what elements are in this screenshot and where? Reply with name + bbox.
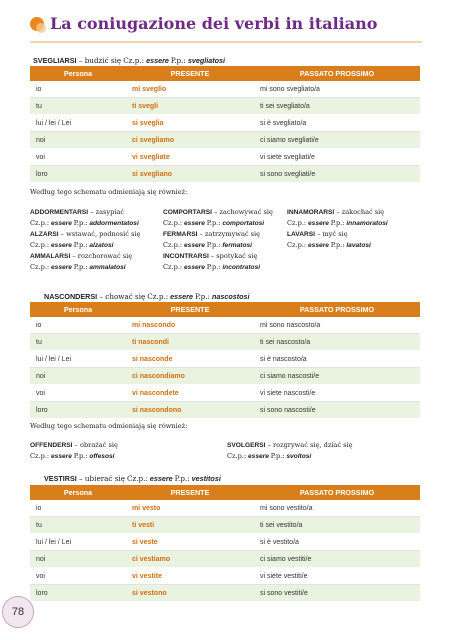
- aux-value: essere: [170, 292, 193, 301]
- example-verb-name: AMMALARSI: [30, 253, 71, 260]
- pp-value: fermatosi: [222, 242, 253, 249]
- example-verb-name: ALZARSI: [30, 231, 59, 238]
- cell-persona: noi: [30, 551, 126, 568]
- cell-presente: ci nascondiamo: [126, 368, 254, 385]
- title-bullet-icon: [30, 17, 44, 31]
- example-verb-name: LAVARSI: [287, 231, 315, 238]
- pp-label: P.p.:: [330, 219, 345, 227]
- cell-presente: ci vestiamo: [126, 551, 254, 568]
- table-row: [30, 132, 420, 149]
- page-number: 78: [2, 596, 34, 628]
- cell-presente: mi nascondo: [126, 317, 254, 334]
- aux-label: Cz.p.:: [126, 474, 148, 483]
- table-row: [30, 166, 420, 183]
- cell-persona: loro: [30, 166, 126, 183]
- title-underline: [30, 41, 422, 43]
- example-verb: [30, 207, 139, 229]
- aux-label: Cz.p.:: [30, 219, 50, 227]
- example-verb: [163, 229, 260, 251]
- table-row: [30, 585, 420, 602]
- pp-label: P.p.:: [73, 263, 88, 271]
- example-translation: – wstawać, podnosić się: [58, 230, 141, 238]
- pp-value: addormentatosi: [89, 220, 139, 227]
- col-persona: Persona: [30, 302, 126, 317]
- aux-label: Cz.p.:: [123, 56, 145, 65]
- example-verb: [163, 251, 260, 273]
- aux-label: Cz.p.:: [30, 241, 50, 249]
- cell-persona: lui / lei / Lei: [30, 534, 126, 551]
- col-presente: PRESENTE: [126, 485, 254, 500]
- aux-value: essere: [51, 264, 72, 271]
- cell-persona: lui / lei / Lei: [30, 351, 126, 368]
- table-row: [30, 81, 420, 98]
- aux-value: essere: [149, 474, 173, 483]
- page-title: La coniugazione dei verbi in italiano: [50, 14, 378, 33]
- example-translation: – myć się: [314, 230, 348, 238]
- example-verb-name: ADDORMENTARSI: [30, 209, 89, 216]
- table-row: [30, 351, 420, 368]
- pp-label: P.p.:: [174, 474, 190, 483]
- cell-persona: noi: [30, 368, 126, 385]
- aux-label: Cz.p.:: [147, 292, 169, 301]
- pp-value: innamoratosi: [346, 220, 388, 227]
- table-row: [30, 517, 420, 534]
- cell-persona: voi: [30, 568, 126, 585]
- table-row: [30, 115, 420, 132]
- pp-label: P.p.:: [73, 452, 88, 460]
- col-passato: PASSATO PROSSIMO: [254, 302, 420, 317]
- verb-header-svegliarsi: [33, 56, 225, 65]
- cell-presente: ti vesti: [126, 517, 254, 534]
- cell-presente: vi vestite: [126, 568, 254, 585]
- cell-persona: voi: [30, 385, 126, 402]
- example-verb-name: INNAMORARSI: [287, 209, 335, 216]
- aux-label: Cz.p.:: [163, 219, 183, 227]
- verb-translation: – ubierać się: [76, 474, 125, 483]
- verb-translation: – chować się: [97, 292, 146, 301]
- col-presente: PRESENTE: [126, 302, 254, 317]
- cell-presente: vi nascondete: [126, 385, 254, 402]
- cell-presente: mi vesto: [126, 500, 254, 517]
- cell-persona: noi: [30, 132, 126, 149]
- col-persona: Persona: [30, 485, 126, 500]
- cell-presente: si vestono: [126, 585, 254, 602]
- table-row: [30, 402, 420, 419]
- cell-passato: ti sei svegliato/a: [254, 98, 420, 115]
- cell-persona: voi: [30, 149, 126, 166]
- table-row: [30, 385, 420, 402]
- cell-passato: ci siamo svegliati/e: [254, 132, 420, 149]
- table-row: [30, 98, 420, 115]
- cell-passato: ci siamo vestiti/e: [254, 551, 420, 568]
- cell-passato: mi sono nascosto/a: [254, 317, 420, 334]
- table-row: [30, 500, 420, 517]
- verb-name: NASCONDERSI: [44, 292, 98, 301]
- example-verb: [287, 207, 388, 229]
- pp-value: vestitosi: [191, 474, 221, 483]
- also-conjugated-note: Według tego schematu odmieniają się również:: [30, 422, 188, 430]
- pp-value: svoltosi: [286, 453, 312, 460]
- table-row: [30, 551, 420, 568]
- example-verb-name: OFFENDERSI: [30, 442, 73, 449]
- verb-name: VESTIRSI: [44, 474, 77, 483]
- cell-persona: io: [30, 81, 126, 98]
- aux-value: essere: [51, 453, 72, 460]
- aux-value: essere: [248, 453, 269, 460]
- example-translation: – rozchorować się: [70, 252, 133, 260]
- conjugation-table-svegliarsi: [30, 66, 420, 183]
- example-verb: [287, 229, 371, 251]
- cell-passato: ti sei nascosto/a: [254, 334, 420, 351]
- cell-passato: ti sei vestito/a: [254, 517, 420, 534]
- cell-presente: ti nascondi: [126, 334, 254, 351]
- pp-value: nascostosi: [211, 292, 250, 301]
- cell-passato: ci siamo nascosti/e: [254, 368, 420, 385]
- aux-value: essere: [184, 220, 205, 227]
- cell-presente: vi svegliate: [126, 149, 254, 166]
- aux-value: essere: [184, 242, 205, 249]
- cell-passato: si sono svegliati/e: [254, 166, 420, 183]
- example-translation: – obrażać się: [72, 441, 118, 449]
- example-verb-name: SVOLGERSI: [227, 442, 266, 449]
- pp-value: offesosi: [89, 453, 115, 460]
- cell-persona: lui / lei / Lei: [30, 115, 126, 132]
- table-row: [30, 534, 420, 551]
- example-verb-name: COMPORTARSI: [163, 209, 212, 216]
- table-row: [30, 368, 420, 385]
- pp-value: ammalatosi: [89, 264, 126, 271]
- cell-passato: vi siete vestiti/e: [254, 568, 420, 585]
- aux-value: essere: [308, 242, 329, 249]
- verb-header-vestirsi: [44, 474, 221, 483]
- cell-passato: si è svegliato/a: [254, 115, 420, 132]
- conjugation-table-vestirsi: [30, 485, 420, 602]
- cell-persona: tu: [30, 98, 126, 115]
- example-verb-name: FERMARSI: [163, 231, 198, 238]
- cell-passato: si è nascosto/a: [254, 351, 420, 368]
- cell-persona: io: [30, 317, 126, 334]
- cell-passato: si è vestito/a: [254, 534, 420, 551]
- pp-label: P.p.:: [330, 241, 345, 249]
- cell-presente: si sveglia: [126, 115, 254, 132]
- col-persona: Persona: [30, 66, 126, 81]
- cell-passato: si sono nascosti/e: [254, 402, 420, 419]
- aux-label: Cz.p.:: [30, 263, 50, 271]
- cell-presente: si nasconde: [126, 351, 254, 368]
- example-verb: [30, 251, 132, 273]
- pp-value: comportatosi: [222, 220, 265, 227]
- example-verb: [227, 440, 353, 462]
- cell-presente: si nascondono: [126, 402, 254, 419]
- pp-label: P.p.:: [206, 263, 221, 271]
- cell-passato: mi sono svegliato/a: [254, 81, 420, 98]
- example-translation: – zachowywać się: [211, 208, 273, 216]
- aux-value: essere: [184, 264, 205, 271]
- conjugation-table-nascondersi: [30, 302, 420, 419]
- table-header-row: [30, 485, 420, 500]
- table-row: [30, 568, 420, 585]
- pp-label: P.p.:: [206, 219, 221, 227]
- example-translation: – rozgrywać się, dziać się: [265, 441, 353, 449]
- cell-persona: tu: [30, 334, 126, 351]
- cell-passato: vi siete svegliati/e: [254, 149, 420, 166]
- table-row: [30, 334, 420, 351]
- cell-presente: si svegliano: [126, 166, 254, 183]
- aux-label: Cz.p.:: [30, 452, 50, 460]
- aux-label: Cz.p.:: [287, 219, 307, 227]
- cell-passato: vi siete nascosti/e: [254, 385, 420, 402]
- cell-presente: ci svegliamo: [126, 132, 254, 149]
- table-row: [30, 149, 420, 166]
- also-conjugated-note: Według tego schematu odmieniają się również:: [30, 188, 188, 196]
- aux-label: Cz.p.:: [163, 241, 183, 249]
- pp-value: alzatosi: [89, 242, 114, 249]
- table-header-row: [30, 302, 420, 317]
- pp-value: lavatosi: [346, 242, 371, 249]
- example-translation: – zatrzymywać się: [197, 230, 261, 238]
- cell-presente: mi sveglio: [126, 81, 254, 98]
- aux-label: Cz.p.:: [227, 452, 247, 460]
- table-header-row: [30, 66, 420, 81]
- aux-value: essere: [308, 220, 329, 227]
- aux-label: Cz.p.:: [287, 241, 307, 249]
- pp-label: P.p.:: [206, 241, 221, 249]
- cell-passato: mi sono vestito/a: [254, 500, 420, 517]
- verb-header-nascondersi: [44, 292, 250, 301]
- pp-value: svegliatosi: [187, 56, 226, 65]
- verb-translation: – budzić się: [76, 56, 122, 65]
- verb-name: SVEGLIARSI: [33, 56, 77, 65]
- col-presente: PRESENTE: [126, 66, 254, 81]
- pp-label: P.p.:: [170, 56, 186, 65]
- aux-value: essere: [146, 56, 169, 65]
- example-verb: [163, 207, 273, 229]
- example-verb: [30, 440, 118, 462]
- aux-value: essere: [51, 220, 72, 227]
- example-translation: – zasypiać: [88, 208, 125, 216]
- cell-persona: loro: [30, 402, 126, 419]
- cell-persona: loro: [30, 585, 126, 602]
- cell-persona: io: [30, 500, 126, 517]
- pp-label: P.p.:: [194, 292, 210, 301]
- example-translation: – spotykać się: [208, 252, 258, 260]
- aux-value: essere: [51, 242, 72, 249]
- table-row: [30, 317, 420, 334]
- pp-label: P.p.:: [73, 219, 88, 227]
- cell-passato: si sono vestiti/e: [254, 585, 420, 602]
- pp-label: P.p.:: [73, 241, 88, 249]
- cell-persona: tu: [30, 517, 126, 534]
- example-translation: – zakochać się: [334, 208, 385, 216]
- example-verb-name: INCONTRARSI: [163, 253, 209, 260]
- pp-label: P.p.:: [270, 452, 285, 460]
- col-passato: PASSATO PROSSIMO: [254, 485, 420, 500]
- col-passato: PASSATO PROSSIMO: [254, 66, 420, 81]
- cell-presente: si veste: [126, 534, 254, 551]
- example-verb: [30, 229, 140, 251]
- aux-label: Cz.p.:: [163, 263, 183, 271]
- pp-value: incontratosi: [222, 264, 261, 271]
- cell-presente: ti svegli: [126, 98, 254, 115]
